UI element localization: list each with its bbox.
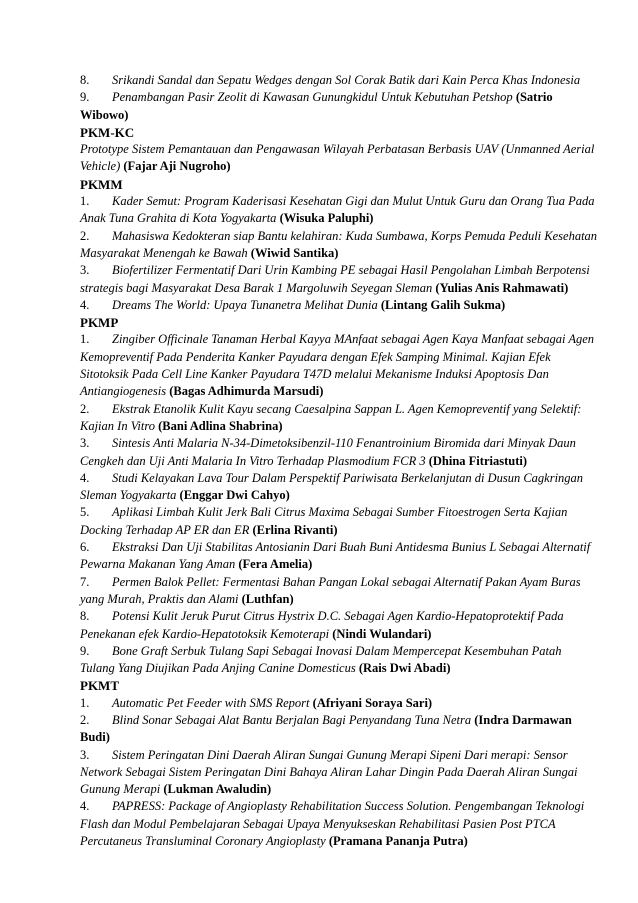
item-title: Blind Sonar Sebagai Alat Bantu Berjalan Bagi Penyandang Tuna Netra <box>112 712 472 727</box>
item-author: (Wiwid Santika) <box>250 245 339 260</box>
item-title: Sintesis Anti Malaria N-34-Dimetoksibenzil-110 Fenantroinium Biromida dari Minyak Daun Cengkeh dan Uji Anti Malaria In Vitro Terhadap Plasmodium FCR 3 <box>80 436 576 468</box>
item-title: Sistem Peringatan Dini Daerah Aliran Sungai Gunung Merapi Sipeni Dari merapi: Sensor Network Sebagai Sistem Peringatan Dini Bahaya Aliran Lahar Dingin Pada Daerah Aliran Sungai Gunung Merapi <box>80 747 578 797</box>
item-author: (Lukman Awaludin) <box>163 782 272 797</box>
item-number: 2. <box>80 228 90 243</box>
item-author: (Wisuka Paluphi) <box>279 211 374 226</box>
section-heading: PKM-KC <box>80 124 135 140</box>
item-title: Automatic Pet Feeder with SMS Report <box>112 695 310 710</box>
item-author: (Enggar Dwi Cahyo) <box>179 488 290 503</box>
list-item <box>80 747 598 799</box>
item-number: 1. <box>80 194 90 209</box>
item-title: Ekstraksi Dan Uji Stabilitas Antosianin Dari Buah Buni Antidesma Bunius L Sebagai Alternatif Pewarna Makanan Yang Aman <box>80 540 591 572</box>
item-number: 5. <box>80 505 90 520</box>
item-number: 3. <box>80 747 90 762</box>
item-number: 8. <box>80 73 90 87</box>
item-title: Zingiber Officinale Tanaman Herbal Kayya MAnfaat sebagai Agen Kaya Manfaat sebagai Agen Kemopreventif Pada Penderita Kanker Payudara dengan Efek Samping Minimal. Kajian Efek Sitotoksik Pada Cell Line Kanker Payudara T47D melalui Mekanisme Induksi Apoptosis Dan Antiangiogenesis <box>80 332 595 399</box>
item-title: Mahasiswa Kedokteran siap Bantu kelahiran: Kuda Sumbawa, Korps Pemuda Peduli Kesehatan Masyarakat Menengah ke Bawah <box>80 228 598 260</box>
item-author: (Bagas Adhimurda Marsudi) <box>169 384 324 399</box>
list-item <box>80 228 598 263</box>
item-author: (Erlina Rivanti) <box>252 522 338 537</box>
list-item <box>80 574 598 609</box>
item-number: 9. <box>80 90 90 105</box>
item-author: (Lintang Galih Sukma) <box>380 297 506 312</box>
item-number: 1. <box>80 332 90 347</box>
item-number: 3. <box>80 436 90 451</box>
item-number: 3. <box>80 263 90 278</box>
item-number: 9. <box>80 643 90 658</box>
item-title: Penambangan Pasir Zeolit di Kawasan Gunungkidul Untuk Kebutuhan Petshop <box>112 90 513 105</box>
item-title: PAPRESS: Package of Angioplasty Rehabilitation Success Solution. Pengembangan Teknologi Flash dan Modul Pembelajaran Sebagai Upaya Menyukseskan Rehabilitasi Pasien Post PTCA Percutaneus Transluminal Coronary Angioplasty <box>80 799 585 849</box>
item-author: (Luthfan) <box>241 591 294 606</box>
item-number: 2. <box>80 712 90 727</box>
item-title: Prototype Sistem Pemantauan dan Pengawasan Wilayah Perbatasan Berbasis UAV (Unmanned Aerial Vehicle) <box>80 142 595 174</box>
section-heading: PKMT <box>80 678 119 694</box>
list-item <box>80 72 598 89</box>
item-number: 1. <box>80 695 90 710</box>
item-number: 6. <box>80 540 90 555</box>
list-item <box>80 89 598 124</box>
list-item <box>80 193 598 228</box>
list-item <box>80 712 598 747</box>
list-item <box>80 608 598 643</box>
item-author: (Pramana Pananja Putra) <box>328 834 468 849</box>
list-item <box>80 297 598 314</box>
section-heading: PKMM <box>80 176 123 192</box>
list-item <box>80 470 598 505</box>
item-author: (Nindi Wulandari) <box>332 626 432 641</box>
list-item <box>80 798 598 850</box>
item-number: 4. <box>80 799 90 814</box>
list-item <box>80 695 598 712</box>
item-title: Ekstrak Etanolik Kulit Kayu secang Caesalpina Sappan L. Agen Kemopreventif yang Selektif: Kajian In Vitro <box>80 401 582 433</box>
item-title: Permen Balok Pellet: Fermentasi Bahan Pangan Lokal sebagai Alternatif Pakan Ayam Buras yang Murah, Praktis dan Alami <box>80 574 581 606</box>
item-author: (Yulias Anis Rahmawati) <box>435 280 569 295</box>
list-item <box>80 331 598 400</box>
list-item <box>80 539 598 574</box>
item-author: (Satrio Wibowo) <box>80 90 553 122</box>
item-number: 4. <box>80 297 90 312</box>
item-author: (Rais Dwi Abadi) <box>358 661 451 676</box>
item-author: (Dhina Fitriastuti) <box>428 453 527 468</box>
item-number: 2. <box>80 401 90 416</box>
list-item <box>80 643 598 678</box>
list-item <box>80 504 598 539</box>
item-title: Dreams The World: Upaya Tunanetra Melihat Dunia <box>112 297 378 312</box>
item-author: (Fajar Aji Nugroho) <box>123 159 231 174</box>
list-item <box>80 401 598 436</box>
list-item <box>80 141 598 176</box>
item-number: 4. <box>80 470 90 485</box>
item-number: 7. <box>80 574 90 589</box>
item-title: Srikandi Sandal dan Sepatu Wedges dengan Sol Corak Batik dari Kain Perca Khas Indonesia <box>112 73 581 87</box>
item-author: (Afriyani Soraya Sari) <box>312 695 433 710</box>
item-title: Bone Graft Serbuk Tulang Sapi Sebagai Inovasi Dalam Mempercepat Kesembuhan Patah Tulang Yang Diujikan Pada Anjing Canine Domesticus <box>80 643 562 676</box>
item-author: (Indra Darmawan Budi) <box>80 712 572 745</box>
item-title: Kader Semut: Program Kaderisasi Kesehatan Gigi dan Mulut Untuk Guru dan Orang Tua Pada Anak Tuna Grahita di Kota Yogyakarta <box>80 194 595 226</box>
item-author: (Bani Adlina Shabrina) <box>158 418 283 433</box>
item-author: (Fera Amelia) <box>238 557 313 572</box>
item-title: Studi Kelayakan Lava Tour Dalam Perspektif Pariwisata Berkelanjutan di Dusun Cagkringan Sleman Yogyakarta <box>80 470 584 503</box>
section-heading: PKMP <box>80 315 119 331</box>
list-item <box>80 262 598 297</box>
item-title: Aplikasi Limbah Kulit Jerk Bali Citrus Maxima Sebagai Sumber Fitoestrogen Serta Kajian Docking Terhadap AP ER dan ER <box>80 505 568 537</box>
item-title: Biofertilizer Fermentatif Dari Urin Kambing PE sebagai Hasil Pengolahan Limbah Berpotensi strategis bagi Masyarakat Desa Barak 1 Margoluwih Seyegan Sleman <box>80 263 590 295</box>
list-item <box>80 435 598 470</box>
item-number: 8. <box>80 609 90 624</box>
item-title: Potensi Kulit Jeruk Purut Citrus Hystrix D.C. Sebagai Agen Kardio-Hepatoprotektif Pada Penekanan efek Kardio-Hepatotoksik Kemoterapi <box>80 609 564 641</box>
